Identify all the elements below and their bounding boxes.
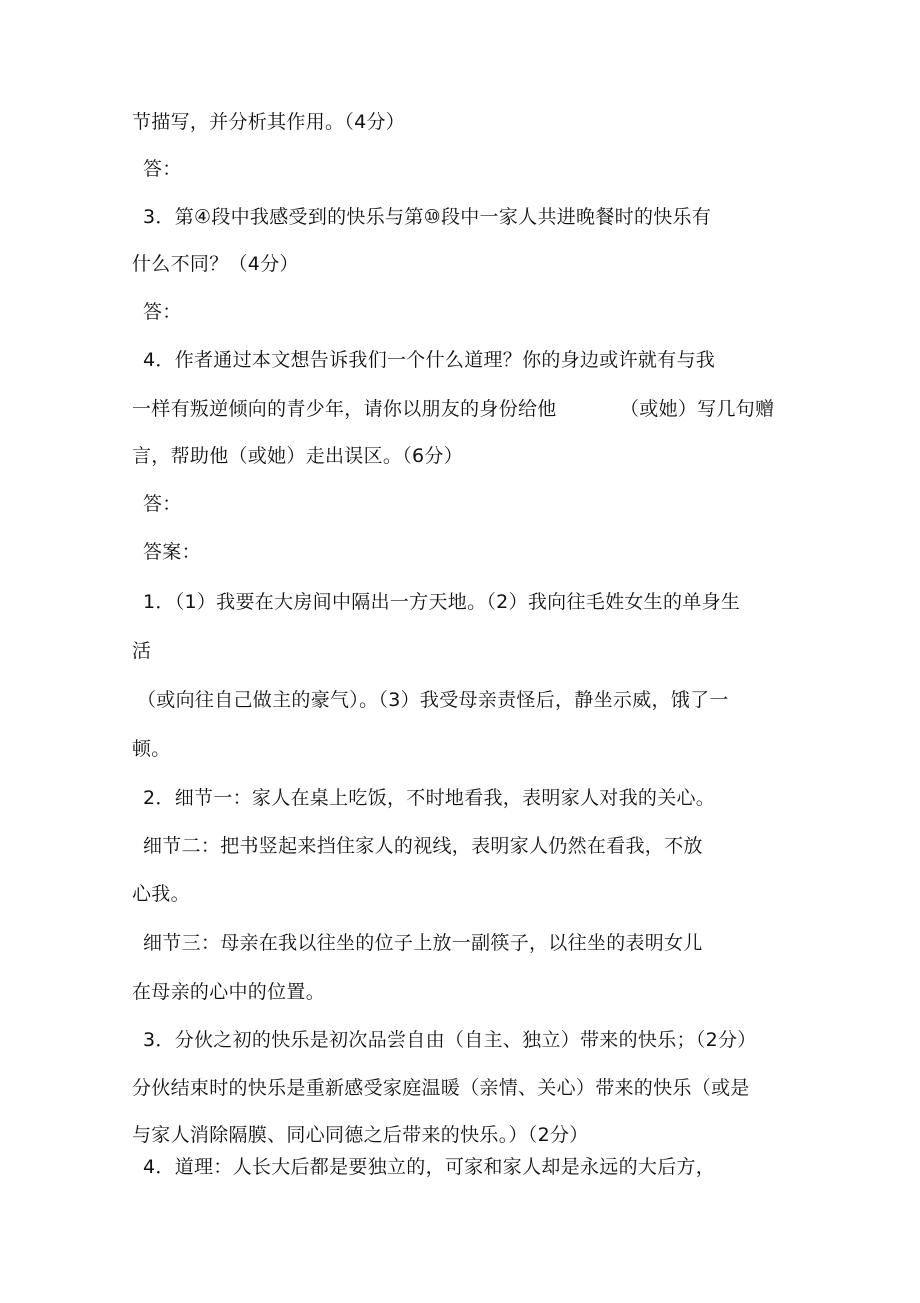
- answer-prompt-2: 答：: [143, 158, 182, 180]
- answers-heading: 答案：: [143, 541, 201, 563]
- answer-prompt-3: 答：: [143, 301, 182, 323]
- question-4-line-2a: 一样有叛逆倾向的青少年，请你以朋友的身份给他: [132, 398, 557, 420]
- answer-2-detail-3-line-2: 在母亲的心中的位置。: [132, 981, 326, 1003]
- question-4-line-2b: （或她）写几句赠: [620, 398, 775, 420]
- answer-3-line-1: 3．分伙之初的快乐是初次品尝自由（自主、独立）带来的快乐；（2分）: [143, 1029, 757, 1051]
- question-2-continuation: 节描写，并分析其作用。（4分）: [132, 111, 406, 133]
- answer-2-detail-1: 2．细节一：家人在桌上吃饭，不时地看我，表明家人对我的关心。: [143, 787, 716, 809]
- question-4-line-1: 4．作者通过本文想告诉我们一个什么道理？你的身边或许就有与我: [143, 349, 716, 371]
- question-3-line-2: 什么不同？（4分）: [132, 253, 299, 275]
- answer-2-detail-2-line-1: 细节二：把书竖起来挡住家人的视线，表明家人仍然在看我，不放: [143, 835, 703, 857]
- question-4-line-3: 言，帮助他（或她）走出误区。（6分）: [132, 445, 463, 467]
- question-3-line-1: 3．第④段中我感受到的快乐与第⑩段中一家人共进晚餐时的快乐有: [143, 206, 712, 228]
- answer-2-detail-2-line-2: 心我。: [132, 883, 190, 905]
- answer-1-line-4: 顿。: [132, 738, 171, 760]
- answer-1-line-2: 活: [132, 640, 152, 662]
- answer-3-line-2: 分伙结束时的快乐是重新感受家庭温暖（亲情、关心）带来的快乐（或是: [132, 1077, 750, 1099]
- answer-prompt-4: 答：: [143, 493, 182, 515]
- answer-3-line-3: 与家人消除隔膜、同心同德之后带来的快乐。）（2分）: [132, 1124, 589, 1146]
- answer-1-line-1: 1．（1）我要在大房间中隔出一方天地。（2）我向往毛姓女生的单身生: [143, 591, 741, 613]
- answer-4-line-1: 4．道理：人长大后都是要独立的，可家和家人却是永远的大后方，: [143, 1156, 716, 1178]
- answer-2-detail-3-line-1: 细节三：母亲在我以往坐的位子上放一副筷子，以往坐的表明女儿: [143, 932, 703, 954]
- answer-1-line-3: （或向往自己做主的豪气）。（3）我受母亲责怪后，静坐示威，饿了一: [137, 689, 729, 711]
